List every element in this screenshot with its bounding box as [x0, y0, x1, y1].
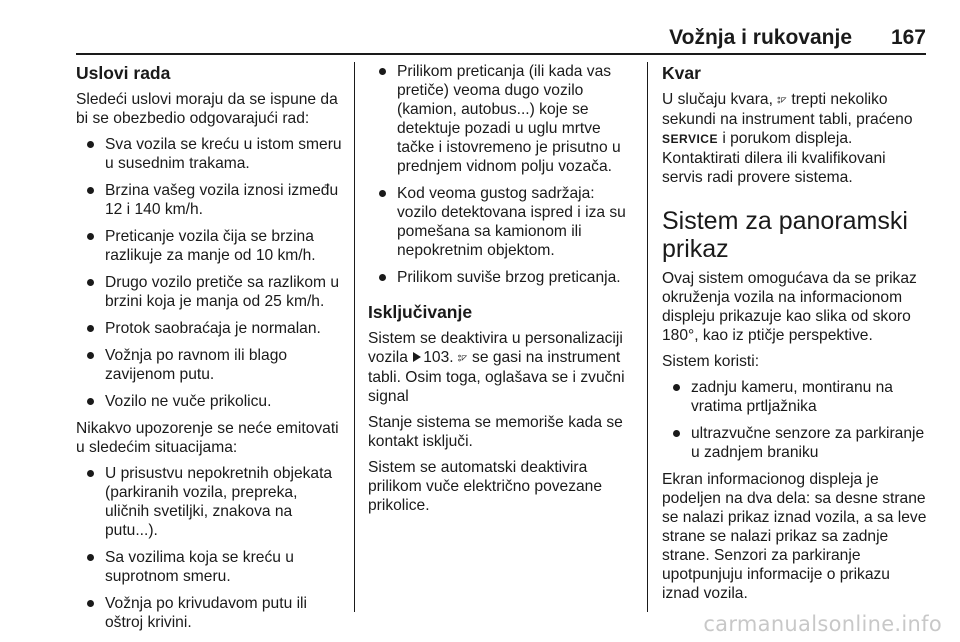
section-title: Vožnja i rukovanje — [669, 26, 852, 49]
list-item: Brzina vašeg vozila iznosi između 12 i 140 km/h. — [76, 181, 344, 219]
column-divider-2 — [647, 62, 648, 612]
list-item: Preticanje vozila čija se brzina razlikuje za manje od 10 km/h. — [76, 227, 344, 265]
column-1 — [76, 62, 344, 640]
page-header — [76, 22, 926, 52]
heading-deactivation: Isključivanje — [368, 302, 473, 322]
list-item: Drugo vozilo pretiče sa razlikom u brzini koja je manja od 25 km/h. — [76, 273, 344, 311]
heading-fault: Kvar — [662, 63, 701, 83]
heading-operating-conditions: Uslovi rada — [76, 63, 171, 83]
list-item: Sa vozilima koja se kreću u suprotnom smeru. — [76, 548, 344, 586]
list-item: U prisustvu nepokretnih objekata (parkiranih vozila, prepreka, uličnih svetiljki, znakova na putu...). — [76, 464, 344, 540]
paragraph: Sistem se deaktivira u personalizaciji vozila 103. ⦂◸ se gasi na instrument tabli. Osim toga, oglašava se i zvučni signal — [368, 330, 625, 405]
list-item: Vožnja po krivudavom putu ili oštroj krivini. — [76, 594, 344, 632]
conditions-list — [76, 135, 344, 411]
list-item: Protok saobraćaja je normalan. — [76, 319, 344, 338]
paragraph: Sledeći uslovi moraju da se ispune da bi se obezbedio odgovarajući rad: — [76, 91, 338, 127]
no-warning-list — [76, 464, 344, 632]
system-components-list — [662, 378, 930, 462]
column-2 — [368, 62, 638, 522]
list-item: Prilikom suviše brzog preticanja. — [368, 268, 638, 287]
paragraph: Sistem koristi: — [662, 353, 760, 370]
page-number: 167 — [890, 26, 926, 49]
paragraph: Stanje sistema se memoriše kada se kontakt isključi. — [368, 414, 623, 450]
column-divider-1 — [354, 62, 355, 612]
service-icon: SERVICE — [662, 132, 718, 146]
list-item: Prilikom preticanja (ili kada vas pretiče) veoma dugo vozilo (kamion, autobus...) koje se detektuje pozadi u uglu mrtve tačke i istovremeno je prisutno u prednjem vidnom polju vozača. — [368, 62, 638, 176]
column-3 — [662, 62, 930, 610]
no-warning-list-continued — [368, 62, 638, 287]
blind-spot-warning-icon: ⦂◸ — [777, 94, 788, 106]
list-item: zadnju kameru, montiranu na vratima prtljažnika — [662, 378, 930, 416]
blind-spot-warning-icon: ⦂◸ — [457, 352, 468, 364]
list-item: Sva vozila se kreću u istom smeru u susednim trakama. — [76, 135, 344, 173]
paragraph: Nikakvo upozorenje se neće emitovati u sledećim situacijama: — [76, 420, 339, 456]
paragraph: U slučaju kvara, ⦂◸ trepti nekoliko sekundi na instrument tabli, praćeno SERVICE i porukom displeja. Kontaktirati dilera ili kvalifikovani servis radi provere sistema. — [662, 91, 913, 186]
header-divider — [76, 53, 926, 55]
list-item: Kod veoma gustog sadržaja: vozilo detektovana ispred i iza su pomešana sa kamionom ili nepokretnim objektom. — [368, 184, 638, 260]
watermark: carmanualsonline.info — [703, 612, 942, 636]
triangle-reference-icon — [413, 352, 421, 362]
list-item: Vozilo ne vuče prikolicu. — [76, 392, 344, 411]
paragraph: Ovaj sistem omogućava da se prikaz okruženja vozila na informacionom displeju prikazuje kao slika od skoro 180°, kao iz ptičje perspektive. — [662, 270, 917, 344]
list-item: Vožnja po ravnom ili blago zavijenom putu. — [76, 346, 344, 384]
paragraph: Sistem se automatski deaktivira prilikom vuče električno povezane prikolice. — [368, 459, 603, 514]
paragraph: Ekran informacionog displeja je podeljen na dva dela: sa desne strane se nalazi prikaz iznad vozila, a sa leve strane se nalazi prikaz sa zadnje strane. Senzori za parkiranje upotpunjuju informacije o prikazu iznad vozila. — [662, 471, 927, 602]
heading-panoramic-view: Sistem za panoramski prikaz — [662, 207, 908, 263]
list-item: ultrazvučne senzore za parkiranje u zadnjem braniku — [662, 424, 930, 462]
